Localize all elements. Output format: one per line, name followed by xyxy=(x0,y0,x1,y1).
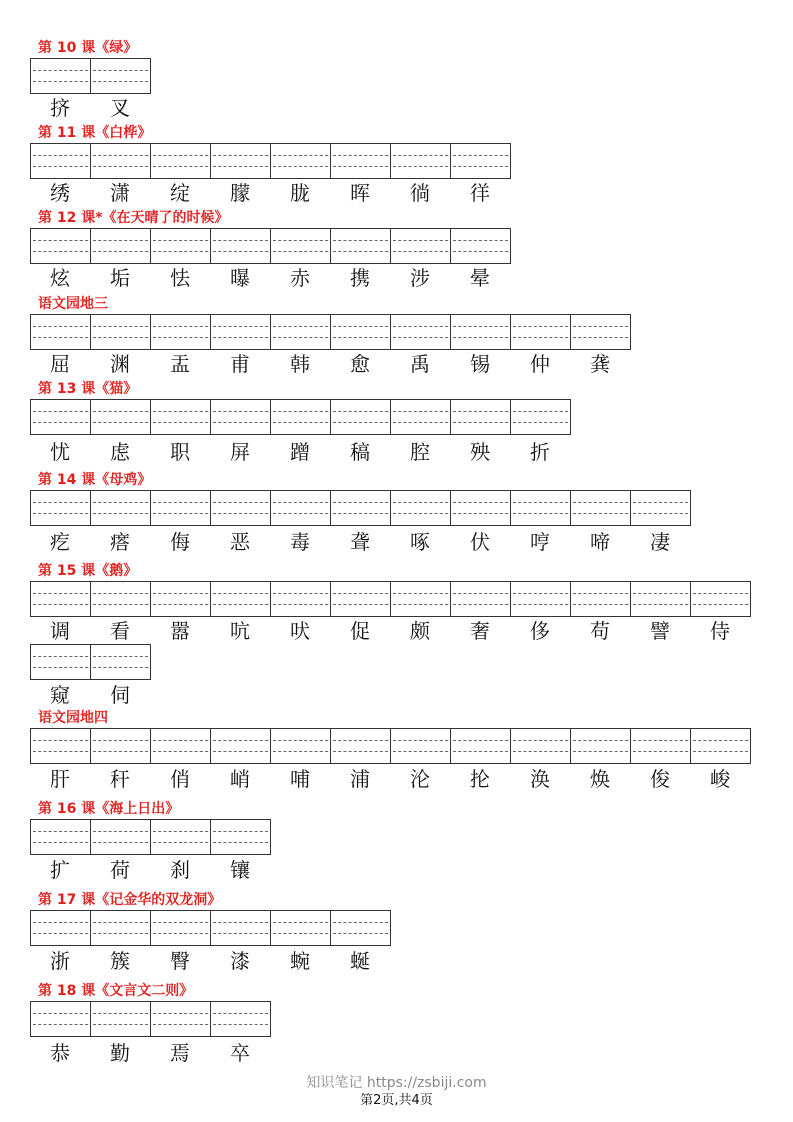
character-label: 窥 xyxy=(50,683,70,707)
writing-cell[interactable] xyxy=(450,399,511,435)
character-label: 哺 xyxy=(290,767,310,791)
writing-cell[interactable] xyxy=(450,228,511,264)
writing-cell[interactable] xyxy=(390,581,451,617)
writing-cell[interactable] xyxy=(90,728,151,764)
character-label: 吠 xyxy=(290,619,310,643)
writing-cell[interactable] xyxy=(330,728,391,764)
writing-cell[interactable] xyxy=(30,143,91,179)
character-label: 侍 xyxy=(710,619,730,643)
character-label: 晖 xyxy=(350,181,370,205)
character-label: 颇 xyxy=(410,619,430,643)
writing-cell[interactable] xyxy=(150,728,211,764)
writing-cell[interactable] xyxy=(150,228,211,264)
writing-cell[interactable] xyxy=(270,581,331,617)
character-label: 看 xyxy=(110,619,130,643)
character-label: 屏 xyxy=(230,440,250,464)
character-label: 焕 xyxy=(590,767,610,791)
character-label: 锡 xyxy=(470,352,490,376)
writing-cell[interactable] xyxy=(210,228,271,264)
writing-cell[interactable] xyxy=(30,728,91,764)
lesson-title: 语文园地三 xyxy=(38,296,108,312)
character-label: 抡 xyxy=(470,767,490,791)
character-row xyxy=(30,949,390,973)
writing-cell[interactable] xyxy=(330,228,391,264)
character-label: 蜒 xyxy=(350,949,370,973)
writing-cell[interactable] xyxy=(30,58,91,94)
writing-cell[interactable] xyxy=(30,314,91,350)
writing-cell[interactable] xyxy=(570,314,631,350)
writing-cell[interactable] xyxy=(210,728,271,764)
character-row xyxy=(30,683,150,707)
writing-cell[interactable] xyxy=(330,314,391,350)
character-label: 屈 xyxy=(50,352,70,376)
character-label: 朦 xyxy=(230,181,250,205)
writing-grid xyxy=(30,228,511,264)
character-row xyxy=(30,181,510,205)
character-label: 峭 xyxy=(230,767,250,791)
character-row xyxy=(30,266,510,290)
writing-cell[interactable] xyxy=(210,910,271,946)
writing-cell[interactable] xyxy=(450,490,511,526)
writing-cell[interactable] xyxy=(270,490,331,526)
writing-cell[interactable] xyxy=(270,728,331,764)
character-label: 禹 xyxy=(410,352,430,376)
character-label: 恶 xyxy=(230,530,250,554)
character-label: 峻 xyxy=(710,767,730,791)
character-label: 肝 xyxy=(50,767,70,791)
writing-grid xyxy=(30,644,151,680)
character-label: 徉 xyxy=(470,181,490,205)
writing-cell[interactable] xyxy=(510,728,571,764)
character-label: 调 xyxy=(50,619,70,643)
writing-grid xyxy=(30,143,511,179)
writing-cell[interactable] xyxy=(90,1001,151,1037)
writing-cell[interactable] xyxy=(450,728,511,764)
writing-cell[interactable] xyxy=(30,490,91,526)
writing-cell[interactable] xyxy=(150,819,211,855)
character-label: 绽 xyxy=(170,181,190,205)
character-label: 愈 xyxy=(350,352,370,376)
writing-cell[interactable] xyxy=(330,910,391,946)
writing-cell[interactable] xyxy=(330,581,391,617)
lesson-title: 第 17 课《记金华的双龙洞》 xyxy=(38,892,222,908)
character-row xyxy=(30,530,690,554)
character-label: 苟 xyxy=(590,619,610,643)
character-label: 忧 xyxy=(50,440,70,464)
writing-grid xyxy=(30,910,391,946)
character-label: 涉 xyxy=(410,266,430,290)
writing-cell[interactable] xyxy=(30,644,91,680)
writing-cell[interactable] xyxy=(210,819,271,855)
writing-cell[interactable] xyxy=(630,581,691,617)
character-label: 疙 xyxy=(50,530,70,554)
writing-cell[interactable] xyxy=(450,314,511,350)
writing-cell[interactable] xyxy=(330,143,391,179)
character-row xyxy=(30,96,150,120)
character-label: 韩 xyxy=(290,352,310,376)
character-label: 聋 xyxy=(350,530,370,554)
character-label: 折 xyxy=(530,440,550,464)
character-row xyxy=(30,767,750,791)
character-label: 秆 xyxy=(110,767,130,791)
footer-page-number: 第2页,共4页 xyxy=(360,1093,433,1108)
character-label: 卒 xyxy=(230,1041,250,1065)
writing-cell[interactable] xyxy=(390,314,451,350)
character-label: 稿 xyxy=(350,440,370,464)
writing-cell[interactable] xyxy=(570,581,631,617)
character-label: 虑 xyxy=(110,440,130,464)
writing-cell[interactable] xyxy=(30,910,91,946)
character-row xyxy=(30,440,570,464)
writing-cell[interactable] xyxy=(390,399,451,435)
writing-cell[interactable] xyxy=(90,314,151,350)
character-label: 啄 xyxy=(410,530,430,554)
character-label: 赤 xyxy=(290,266,310,290)
character-row xyxy=(30,858,270,882)
writing-cell[interactable] xyxy=(150,1001,211,1037)
character-row xyxy=(30,1041,270,1065)
character-label: 侈 xyxy=(530,619,550,643)
writing-cell[interactable] xyxy=(630,728,691,764)
writing-cell[interactable] xyxy=(390,490,451,526)
writing-cell[interactable] xyxy=(210,314,271,350)
writing-cell[interactable] xyxy=(150,490,211,526)
character-label: 吭 xyxy=(230,619,250,643)
writing-cell[interactable] xyxy=(570,490,631,526)
character-label: 刹 xyxy=(170,858,190,882)
character-label: 怯 xyxy=(170,266,190,290)
character-label: 浦 xyxy=(350,767,370,791)
writing-cell[interactable] xyxy=(150,143,211,179)
character-row xyxy=(30,352,630,376)
character-label: 俊 xyxy=(650,767,670,791)
writing-cell[interactable] xyxy=(210,490,271,526)
writing-cell[interactable] xyxy=(270,314,331,350)
character-label: 簇 xyxy=(110,949,130,973)
character-label: 腔 xyxy=(410,440,430,464)
character-label: 殃 xyxy=(470,440,490,464)
writing-grid xyxy=(30,314,631,350)
lesson-title: 第 16 课《海上日出》 xyxy=(38,801,180,817)
writing-cell[interactable] xyxy=(30,581,91,617)
writing-cell[interactable] xyxy=(150,314,211,350)
character-label: 恭 xyxy=(50,1041,70,1065)
writing-cell[interactable] xyxy=(210,581,271,617)
character-label: 胧 xyxy=(290,181,310,205)
writing-grid xyxy=(30,58,151,94)
character-label: 譬 xyxy=(650,619,670,643)
writing-grid xyxy=(30,399,571,435)
writing-cell[interactable] xyxy=(90,581,151,617)
writing-grid xyxy=(30,819,271,855)
writing-cell[interactable] xyxy=(30,228,91,264)
writing-cell[interactable] xyxy=(150,910,211,946)
character-label: 瘩 xyxy=(110,530,130,554)
character-label: 携 xyxy=(350,266,370,290)
character-label: 臀 xyxy=(170,949,190,973)
character-label: 绣 xyxy=(50,181,70,205)
character-label: 潇 xyxy=(110,181,130,205)
character-label: 扩 xyxy=(50,858,70,882)
character-label: 盂 xyxy=(170,352,190,376)
writing-cell[interactable] xyxy=(690,581,751,617)
character-label: 晕 xyxy=(470,266,490,290)
writing-cell[interactable] xyxy=(210,143,271,179)
writing-cell[interactable] xyxy=(270,228,331,264)
character-label: 漆 xyxy=(230,949,250,973)
character-label: 嚣 xyxy=(170,619,190,643)
character-label: 荷 xyxy=(110,858,130,882)
character-label: 曝 xyxy=(230,266,250,290)
writing-cell[interactable] xyxy=(330,490,391,526)
writing-cell[interactable] xyxy=(90,228,151,264)
writing-cell[interactable] xyxy=(90,819,151,855)
lesson-title: 第 13 课《猫》 xyxy=(38,381,138,397)
character-label: 炫 xyxy=(50,266,70,290)
lesson-title: 第 14 课《母鸡》 xyxy=(38,472,152,488)
writing-cell[interactable] xyxy=(210,399,271,435)
character-label: 伺 xyxy=(110,683,130,707)
writing-cell[interactable] xyxy=(30,819,91,855)
writing-cell[interactable] xyxy=(30,1001,91,1037)
character-label: 浙 xyxy=(50,949,70,973)
writing-cell[interactable] xyxy=(90,644,151,680)
character-label: 俏 xyxy=(170,767,190,791)
writing-cell[interactable] xyxy=(270,910,331,946)
lesson-title: 第 11 课《白桦》 xyxy=(38,125,152,141)
lesson-title: 第 10 课《绿》 xyxy=(38,40,138,56)
lesson-title: 语文园地四 xyxy=(38,710,108,726)
writing-grid xyxy=(30,1001,271,1037)
character-label: 仲 xyxy=(530,352,550,376)
writing-cell[interactable] xyxy=(510,399,571,435)
footer-site: 知识笔记 https://zsbiji.com xyxy=(306,1075,487,1091)
writing-cell[interactable] xyxy=(90,58,151,94)
character-label: 伏 xyxy=(470,530,490,554)
lesson-title: 第 18 课《文言文二则》 xyxy=(38,983,194,999)
character-label: 垢 xyxy=(110,266,130,290)
writing-cell[interactable] xyxy=(450,143,511,179)
character-label: 毒 xyxy=(290,530,310,554)
writing-grid xyxy=(30,490,691,526)
character-label: 甫 xyxy=(230,352,250,376)
character-label: 蜿 xyxy=(290,949,310,973)
writing-cell[interactable] xyxy=(690,728,751,764)
writing-cell[interactable] xyxy=(330,399,391,435)
lesson-title: 第 15 课《鹅》 xyxy=(38,563,138,579)
character-label: 挤 xyxy=(50,96,70,120)
writing-cell[interactable] xyxy=(450,581,511,617)
character-label: 龚 xyxy=(590,352,610,376)
character-label: 侮 xyxy=(170,530,190,554)
character-label: 镶 xyxy=(230,858,250,882)
character-label: 勤 xyxy=(110,1041,130,1065)
writing-cell[interactable] xyxy=(90,143,151,179)
writing-grid xyxy=(30,581,751,617)
character-row xyxy=(30,619,750,643)
character-label: 凄 xyxy=(650,530,670,554)
writing-cell[interactable] xyxy=(150,399,211,435)
character-label: 哼 xyxy=(530,530,550,554)
writing-cell[interactable] xyxy=(90,490,151,526)
writing-cell[interactable] xyxy=(150,581,211,617)
character-label: 促 xyxy=(350,619,370,643)
writing-cell[interactable] xyxy=(90,399,151,435)
character-label: 徜 xyxy=(410,181,430,205)
writing-cell[interactable] xyxy=(390,143,451,179)
character-label: 蹭 xyxy=(290,440,310,464)
lesson-title: 第 12 课*《在天晴了的时候》 xyxy=(38,210,229,226)
character-label: 焉 xyxy=(170,1041,190,1065)
writing-cell[interactable] xyxy=(90,910,151,946)
character-label: 叉 xyxy=(110,96,130,120)
character-label: 职 xyxy=(170,440,190,464)
writing-cell[interactable] xyxy=(510,314,571,350)
character-label: 奢 xyxy=(470,619,490,643)
writing-cell[interactable] xyxy=(510,581,571,617)
writing-cell[interactable] xyxy=(630,490,691,526)
writing-cell[interactable] xyxy=(570,728,631,764)
character-label: 沦 xyxy=(410,767,430,791)
character-label: 渊 xyxy=(110,352,130,376)
writing-cell[interactable] xyxy=(30,399,91,435)
writing-grid xyxy=(30,728,751,764)
writing-cell[interactable] xyxy=(270,143,331,179)
character-label: 涣 xyxy=(530,767,550,791)
writing-cell[interactable] xyxy=(390,728,451,764)
writing-cell[interactable] xyxy=(510,490,571,526)
character-label: 啼 xyxy=(590,530,610,554)
writing-cell[interactable] xyxy=(390,228,451,264)
writing-cell[interactable] xyxy=(270,399,331,435)
writing-cell[interactable] xyxy=(210,1001,271,1037)
